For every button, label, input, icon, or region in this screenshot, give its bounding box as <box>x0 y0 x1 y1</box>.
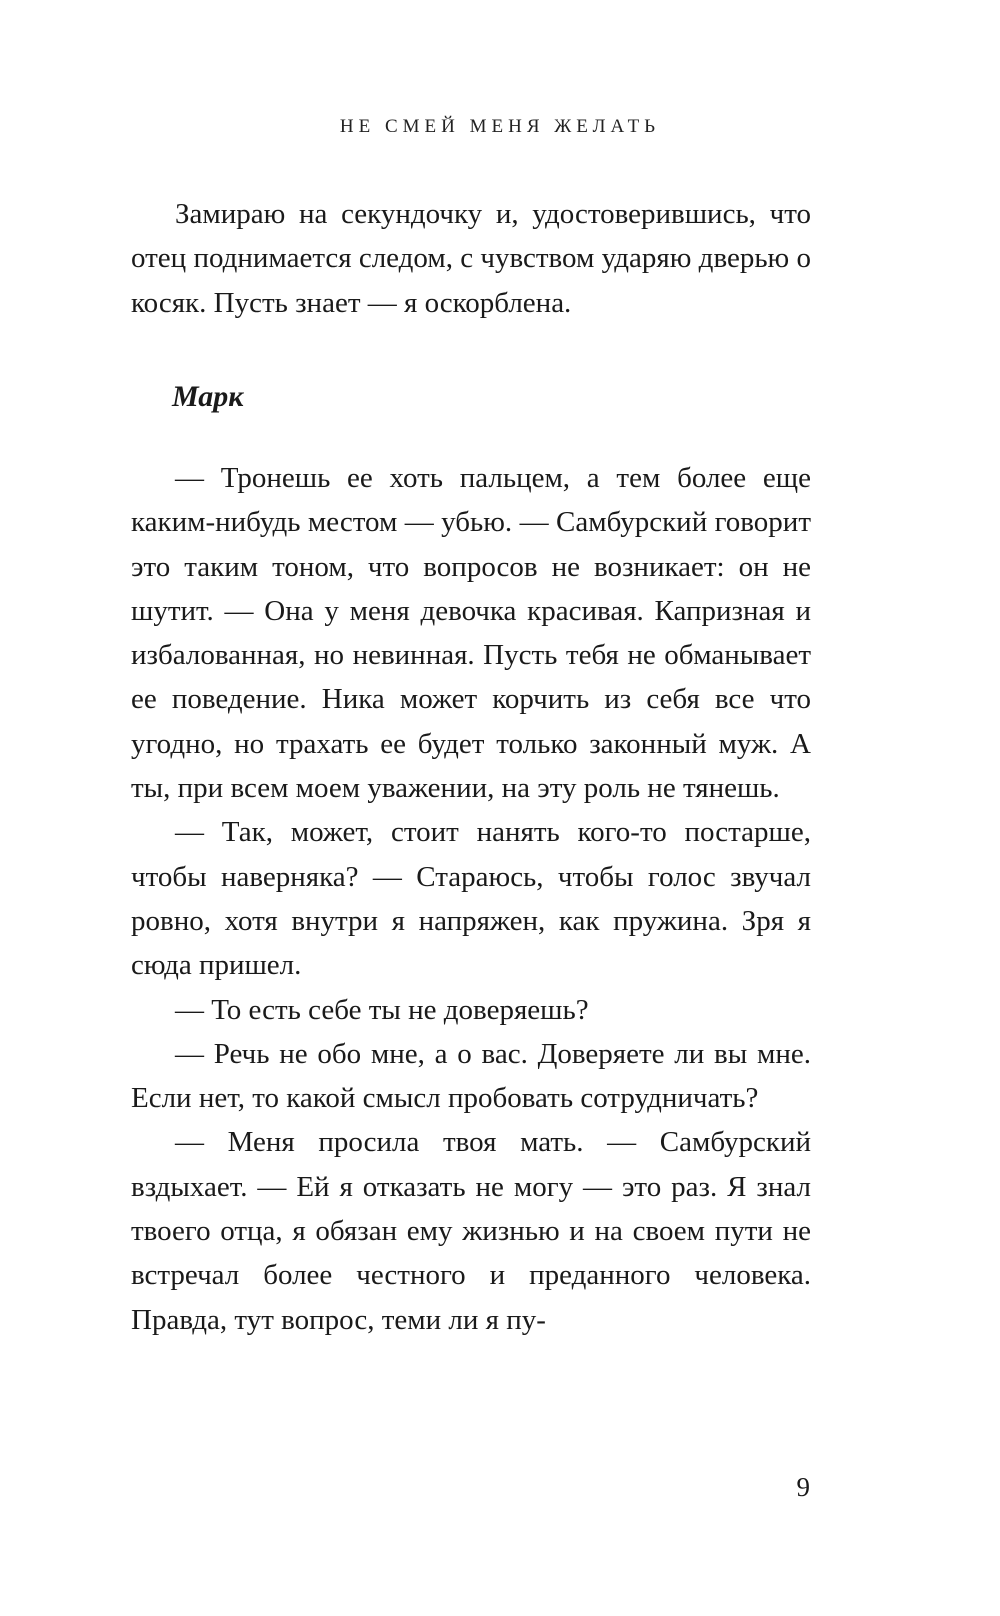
section-heading: Марк <box>172 380 244 413</box>
paragraph: — То есть себе ты не доверяешь? <box>175 993 589 1026</box>
running-title: НЕ СМЕЙ МЕНЯ ЖЕЛАТЬ <box>339 116 661 137</box>
intro-text <box>131 192 811 325</box>
paragraph: Замираю на секундочку и, удостоверившись, что отец поднимается следом, с чувством ударяю дверью о косяк. Пусть знает — я оскорблена. <box>131 198 811 319</box>
section-text <box>131 456 811 1342</box>
paragraph: — Так, может, стоит нанять кого-то постарше, чтобы наверняка? — Стараюсь, чтобы голос звучал ровно, хотя внутри я напряжен, как пружина. Зря я сюда пришел. <box>131 816 811 982</box>
paragraph: — Меня просила твоя мать. — Самбурский вздыхает. — Ей я отказать не могу — это раз. Я знал твоего отца, я обязан ему жизнью и на своем пути не встречал более честного и преданного человека. Правда, тут вопрос, теми ли я пу- <box>131 1126 811 1336</box>
page-number: 9 <box>796 1472 810 1502</box>
paragraph: — Речь не обо мне, а о вас. Доверяете ли вы мне. Если нет, то какой смысл пробовать сотрудничать? <box>131 1037 811 1115</box>
paragraph: — Тронешь ее хоть пальцем, а тем более еще каким-нибудь местом — убью. — Самбурский говорит это таким тоном, что вопросов не возникает: он не шутит. — Она у меня девочка красивая. Капризная и избалованная, но невинная. Пусть тебя не обманывает ее поведение. Ника может корчить из себя все что угодно, но трахать ее будет только законный муж. А ты, при всем моем уважении, на эту роль не тянешь. <box>131 462 811 805</box>
